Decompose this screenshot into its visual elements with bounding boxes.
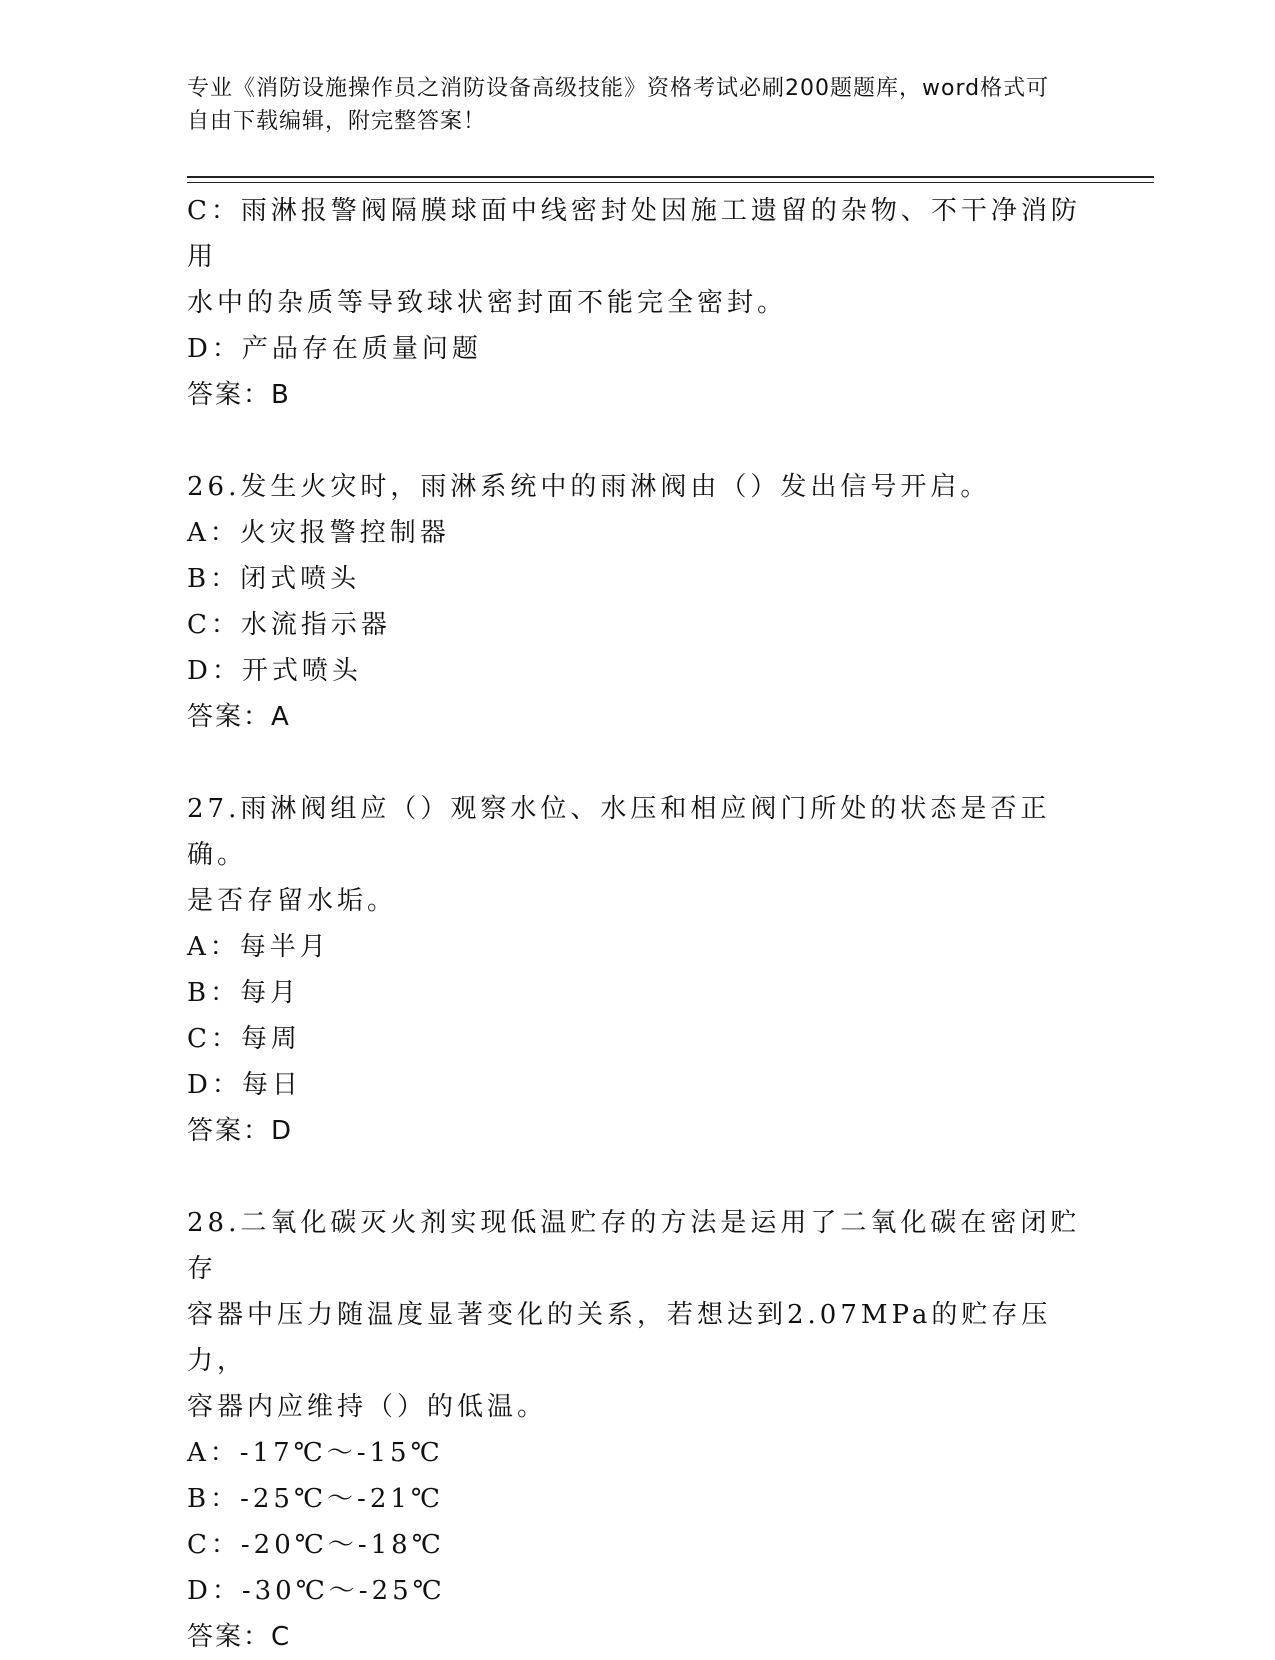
- block-gap: [187, 740, 1087, 786]
- answer-line: 答案：A: [187, 702, 291, 732]
- question-stem: 28.二氧化碳灭火剂实现低温贮存的方法是运用了二氧化碳在密闭贮存: [187, 1208, 1081, 1284]
- header-rule-thick: [187, 176, 1154, 178]
- answer-line: 答案：C: [187, 1622, 292, 1652]
- option-line: D：每日: [187, 1070, 302, 1100]
- option-line: A：火灾报警控制器: [187, 518, 450, 548]
- block-gap: [187, 418, 1087, 464]
- option-line: C：雨淋报警阀隔膜球面中线密封处因施工遗留的杂物、不干净消防用: [187, 196, 1081, 272]
- question-stem: 容器中压力随温度显著变化的关系，若想达到2.07MPa的贮存压力，: [187, 1300, 1052, 1376]
- option-line: D：-30℃～-25℃: [187, 1576, 446, 1606]
- option-line: D：产品存在质量问题: [187, 334, 482, 364]
- option-line: B：每月: [187, 978, 301, 1008]
- option-line: C：-20℃～-18℃: [187, 1530, 445, 1560]
- option-line: 水中的杂质等导致球状密封面不能完全密封。: [187, 288, 788, 318]
- option-line: A：-17℃～-15℃: [187, 1438, 444, 1468]
- option-line: B：闭式喷头: [187, 564, 361, 594]
- option-line: A：每半月: [187, 932, 330, 962]
- answer-line: 答案：D: [187, 1116, 294, 1146]
- block-gap: [187, 1154, 1087, 1200]
- question-stem: 容器内应维持（）的低温。: [187, 1392, 548, 1422]
- option-line: B：-25℃～-21℃: [187, 1484, 445, 1514]
- question-stem: 26.发生火灾时，雨淋系统中的雨淋阀由（）发出信号开启。: [187, 472, 991, 502]
- document-header: 专业《消防设施操作员之消防设备高级技能》资格考试必刷200题题库，word格式可自由下载编辑，附完整答案！: [187, 76, 1050, 134]
- question-stem: 是否存留水垢。: [187, 886, 398, 916]
- question-content: [187, 188, 1087, 1660]
- option-line: C：每周: [187, 1024, 301, 1054]
- option-line: D：开式喷头: [187, 656, 362, 686]
- option-line: C：水流指示器: [187, 610, 391, 640]
- answer-line: 答案：B: [187, 380, 291, 410]
- header-rule-thin: [187, 182, 1154, 183]
- question-stem: 27.雨淋阀组应（）观察水位、水压和相应阀门所处的状态是否正确。: [187, 794, 1051, 870]
